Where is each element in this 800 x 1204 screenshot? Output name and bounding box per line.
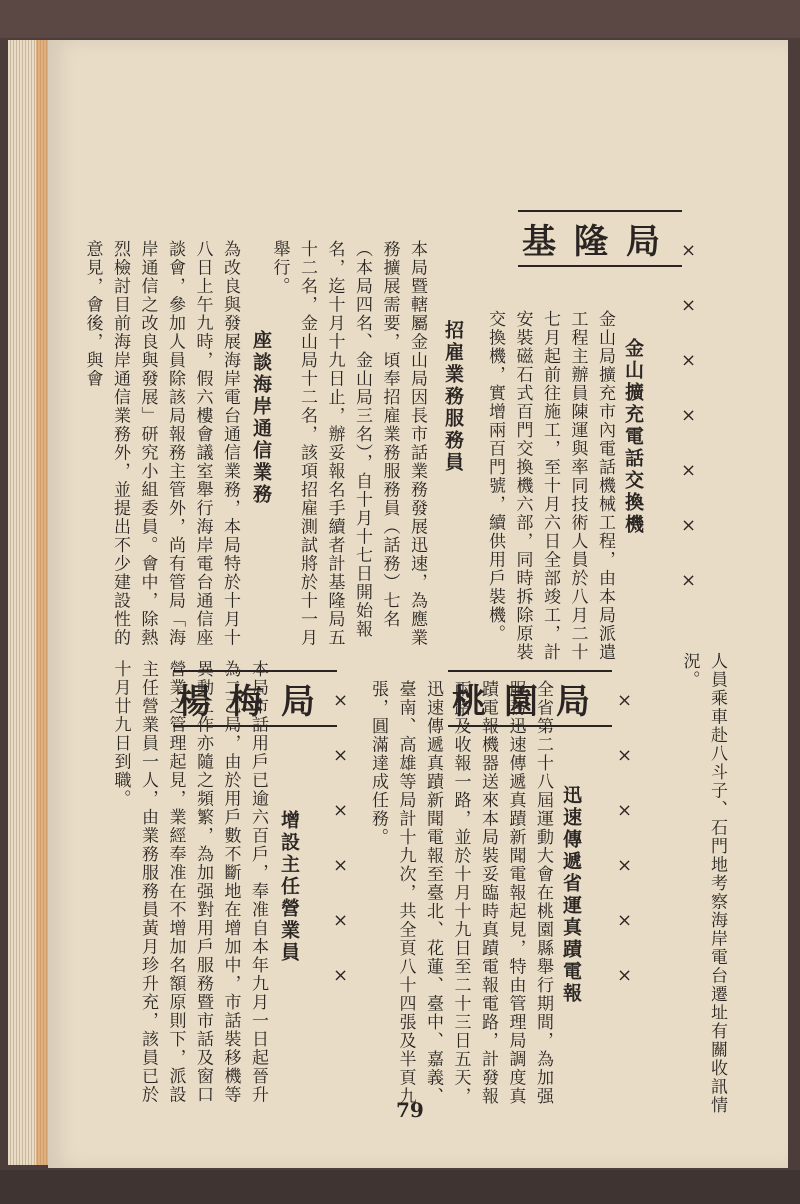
- book-cover-top: [0, 0, 800, 38]
- coastal-heading: 座談海岸通信業務: [250, 330, 272, 506]
- yangmei-heading: 增設主任營業員: [278, 810, 300, 964]
- keelung-body: 金山局擴充市內電話機械工程，由本局派遣工程主辦員陳運與率同技術人員於八月二十七月起前往施工，至十月六日全部竣工，計安裝磁石式百門交換機六部，同時拆除原裝交換機，實增兩百門號，續供用戶裝機。: [485, 310, 615, 662]
- separator-marks-middle: ××××××: [614, 690, 635, 1020]
- separator-marks-left: ××××××: [330, 690, 351, 1020]
- book-cover-bottom: [0, 1170, 800, 1204]
- yangmei-title: 楊梅局: [173, 670, 337, 727]
- recruitment-heading: 招雇業務服務員: [442, 320, 464, 474]
- keelung-heading: 金山擴充電話交換機: [622, 338, 644, 536]
- coastal-body: 為改良與發展海岸電台通信業務，本局特於十月十八日上午九時，假六樓會議室舉行海岸電台通信座談會，參加人員除該局報務主管外，尚有管局「海岸通信之改良與發展」研究小組委員。會中，除熱烈檢討目前海岸通信業務外，並提出不少建設性的意見，會後，與會: [82, 240, 240, 647]
- page-number: 79: [396, 1098, 424, 1122]
- keelung-title: 基隆局: [518, 210, 682, 267]
- taoyuan-body: 全省第二十八屆運動大會在桃園縣舉行期間，為加强服務迅速傳遞真蹟新聞電報起見，特由管理局調度真蹟電報機器送來本局裝妥臨時真蹟電報電路，計發報兩路及收報一路，並於十月十九日至二十三日五天，迅速傳遞真蹟新聞電報至臺北、花蓮、臺中、嘉義、臺南、高雄等局計十九次，共全頁八十四張及半頁九張，圓滿達成任務。: [368, 680, 553, 1106]
- separator-marks-top: ×××××××: [678, 240, 699, 625]
- book-page: [48, 40, 788, 1168]
- recruitment-body: 本局暨轄屬金山局因長市話業務發展迅速，為應業務擴展需要，頃奉招雇業務服務員（話務）七名（本局四名、金山局三名），自十月十七日開始報名，迄十月十九日止，辦妥報名手續者計基隆局五十二名，金山局十二名，該項招雇測試將於十一月舉行。: [269, 240, 427, 647]
- yangmei-body: 本局市話用戶已逾六百戶，奉准自本年九月一日起晉升為二乙局，由於用戶數不斷地在增加中，市話裝移機等異動工作亦隨之頻繁，為加强對用戶服務暨市話及窗口營業之管理起見，業經奉准在不增加名額原則下，派設主任營業員一人，由業務服務員黃月珍升充，該員已於十月廿九日到職。: [110, 660, 268, 1104]
- coastal-continuation: 人員乘車赴八斗子、石門地考察海岸電台遷址有關收訊情況。: [679, 652, 727, 1115]
- taoyuan-heading: 迅速傳遞省運真蹟電報: [560, 785, 582, 1005]
- taoyuan-title: 桃園局: [448, 670, 612, 727]
